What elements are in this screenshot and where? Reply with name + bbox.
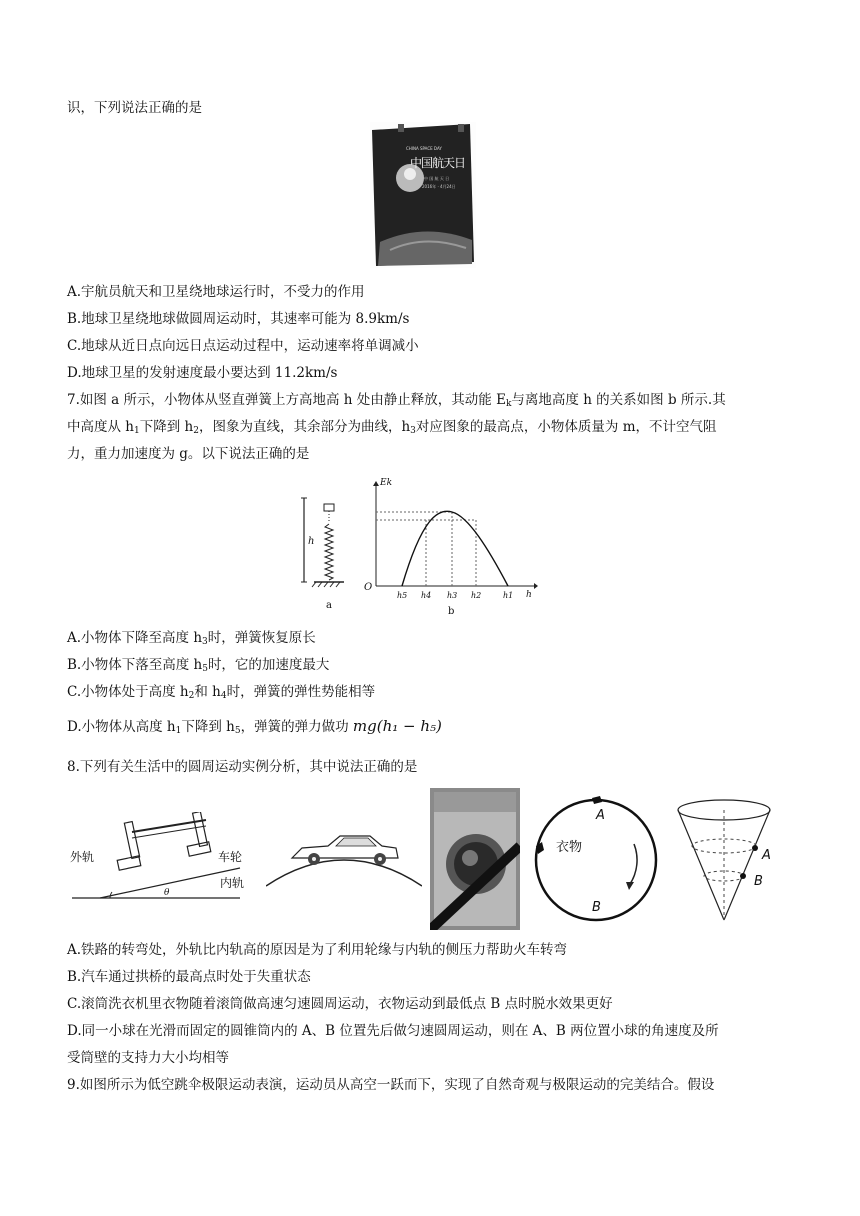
q8-option-b: B.汽车通过拱桥的最高点时处于失重状态 — [67, 969, 311, 985]
q7-stem-line-2: 中高度从 $h_1$下降到 $h_2$，图象为直线，其余部分为曲线，$h_3$对应图象的最高点，小物体质量为 m，不计空气阻 — [67, 419, 717, 436]
figure-b-tick-h5: h5 — [397, 591, 408, 600]
figure-b-origin-label: O — [364, 582, 373, 593]
poster-title: 中国航天日 — [410, 156, 466, 170]
poster-subtitle-2: 2016年 · 4月24日 — [422, 184, 456, 189]
q8-figure-drum-circle — [530, 792, 660, 926]
question-6-stem-tail: 识，下列说法正确的是 — [67, 100, 202, 116]
q9-stem: 9.如图所示为低空跳伞极限运动表演，运动员从高空一跃而下，实现了自然奇观与极限运动的完美结合。假设 — [67, 1077, 715, 1093]
figure-b-tick-h4: h4 — [421, 591, 432, 600]
q8-figure-washing-machine — [430, 788, 520, 930]
cone-point-a-label: A — [762, 848, 771, 863]
q8-figure-cone — [672, 796, 782, 926]
inner-rail-label: 内轨 — [220, 876, 245, 890]
q8-option-c: C.滚筒洗衣机里衣物随着滚筒做高速匀速圆周运动，衣物运动到最低点 B 点时脱水效果更好 — [67, 996, 613, 1012]
q8-figure-railway — [70, 812, 260, 904]
q6-option-c: C.地球从近日点向远日点运动过程中，运动速率将单调减小 — [67, 338, 419, 354]
q7-option-b: B.小物体下落至高度 $h_5$时，它的加速度最大 — [67, 657, 330, 674]
q7-figure-a — [296, 490, 346, 620]
figure-b-tick-h2: h2 — [471, 591, 482, 600]
angle-theta-label: θ — [164, 888, 170, 898]
q8-option-a: A.铁路的转弯处，外轨比内轨高的原因是为了利用轮缘与内轨的侧压力帮助火车转弯 — [67, 942, 568, 958]
q6-option-b: B.地球卫星绕地球做圆周运动时，其速率可能为 8.9km/s — [67, 311, 410, 327]
wheel-label: 车轮 — [218, 850, 243, 864]
q8-figure-car-bridge — [266, 828, 422, 890]
figure-a-caption: a — [326, 600, 332, 611]
q7-stem-line-1: 7.如图 a 所示，小物体从竖直弹簧上方高地高 h 处由静止释放，其动能 $E_k$与离地高度 h 的关系如图 b 所示.其 — [67, 392, 726, 409]
point-a-label: A — [596, 808, 605, 823]
point-b-label: B — [592, 900, 601, 915]
figure-a-height-label: h — [308, 536, 315, 547]
q6-option-d: D.地球卫星的发射速度最小要达到 11.2km/s — [67, 365, 338, 381]
cone-point-b-label: B — [754, 874, 763, 889]
figure-b-y-axis-label: Ek — [380, 478, 393, 488]
q7-stem-line-3: 力，重力加速度为 g。以下说法正确的是 — [67, 446, 310, 462]
q7-option-a: A.小物体下降至高度 $h_3$时，弹簧恢复原长 — [67, 630, 316, 647]
q6-option-a: A.宇航员航天和卫星绕地球运行时，不受力的作用 — [67, 284, 365, 300]
poster-top-text: CHINA SPACE DAY — [406, 146, 442, 151]
q8-option-d: D.同一小球在光滑而固定的圆锥筒内的 A、B 位置先后做匀速圆周运动，则在 A、B 两位置小球的角速度及所 — [67, 1023, 719, 1039]
space-day-poster — [370, 122, 476, 268]
figure-b-tick-h1: h1 — [503, 591, 514, 600]
outer-rail-label: 外轨 — [70, 850, 95, 864]
figure-b-tick-h3: h3 — [447, 591, 458, 600]
q7-option-d: D.小物体从高度 $h_1$下降到 $h_5$，弹簧的弹力做功 mg(h₁ − h₅) — [67, 717, 442, 736]
q7-option-c: C.小物体处于高度 $h_2$和 $h_4$时，弹簧的弹性势能相等 — [67, 684, 376, 701]
q8-stem: 8.下列有关生活中的圆周运动实例分析，其中说法正确的是 — [67, 759, 418, 775]
figure-b-caption: b — [448, 606, 455, 617]
poster-subtitle-1: 中 国 航 天 日 — [424, 176, 450, 181]
clothes-label: 衣物 — [556, 840, 583, 855]
work-formula: mg(h₁ − h₅) — [352, 717, 442, 735]
figure-b-x-axis-label: h — [526, 590, 532, 600]
q8-option-d-continued: 受筒壁的支持力大小均相等 — [67, 1050, 229, 1066]
q7-figure-b — [358, 478, 538, 628]
